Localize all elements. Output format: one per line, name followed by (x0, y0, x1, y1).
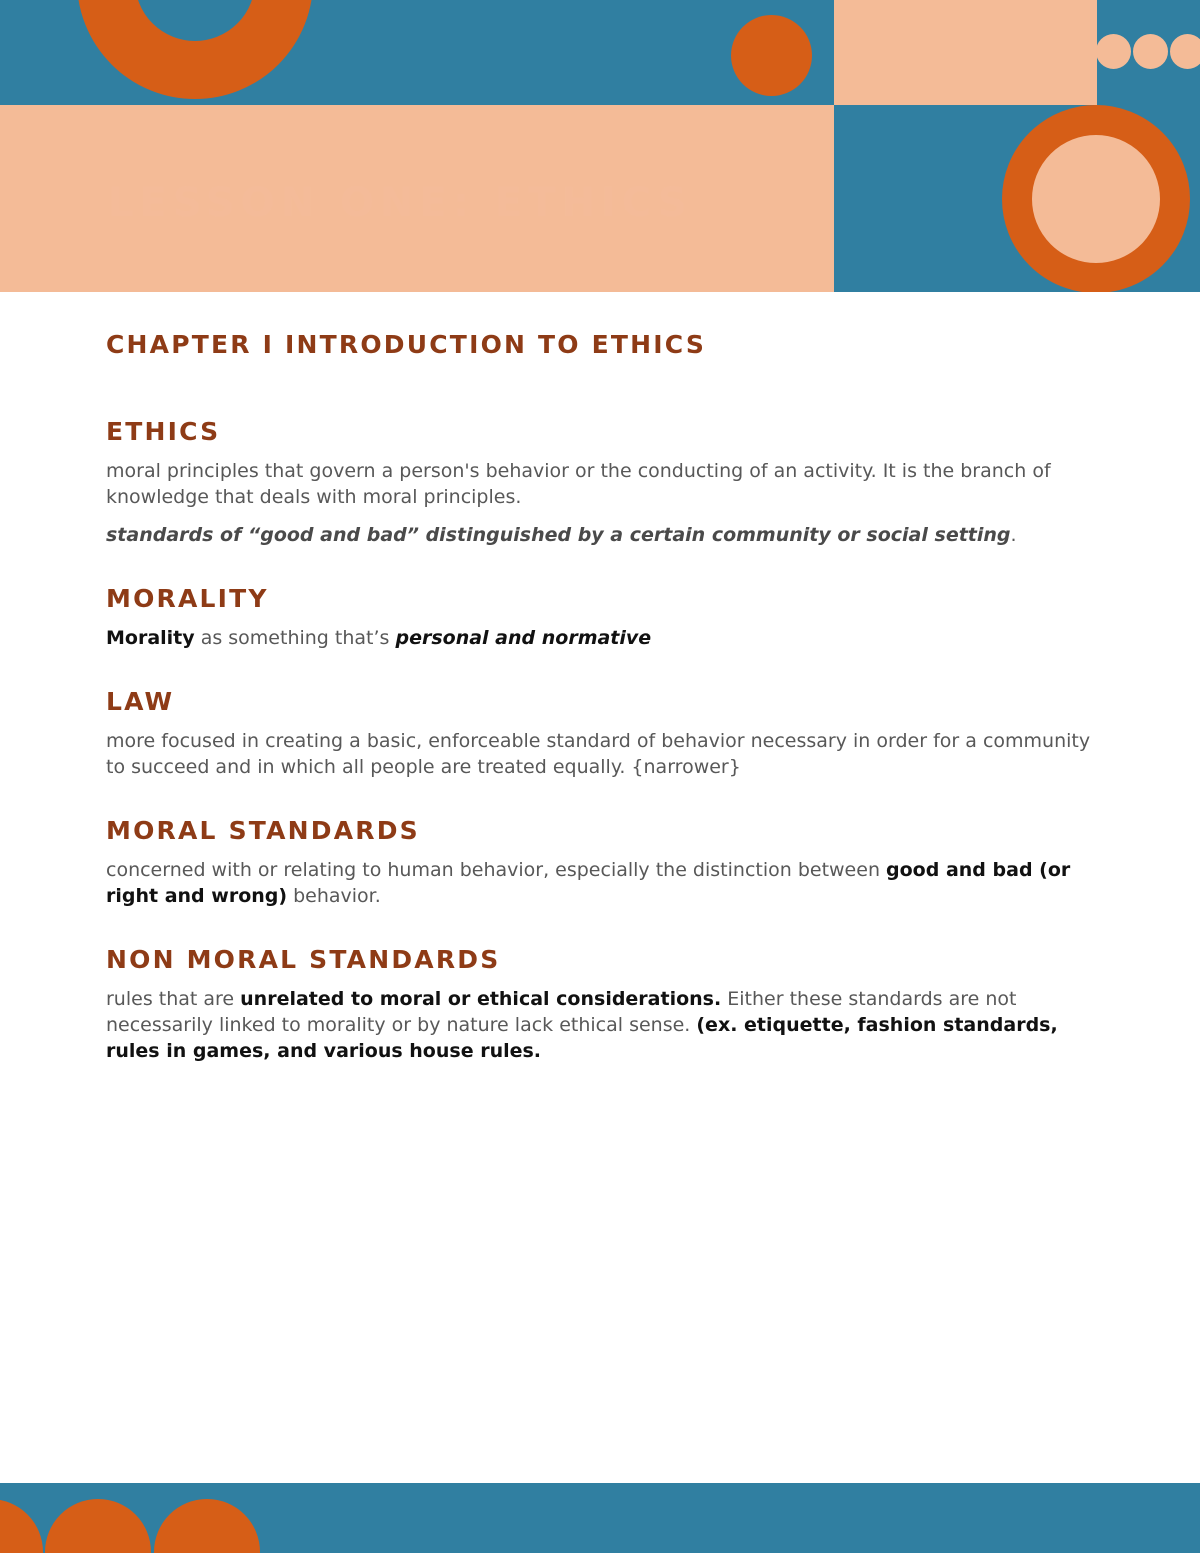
header-banner (0, 0, 1200, 292)
chapter-title: CHAPTER I INTRODUCTION TO ETHICS (106, 330, 707, 359)
ethics-standards-emphasis: standards of “good and bad” distinguished by a certain community or social setting (106, 524, 1011, 546)
section-morality (106, 584, 1096, 651)
ethics-definition: moral principles that govern a person's behavior or the conducting of an activity. It is the branch of knowledge that deals with moral principles. (106, 460, 1051, 508)
section-ethics (106, 417, 1096, 548)
morality-term: Morality (106, 627, 195, 649)
document-body (106, 330, 1096, 1100)
section-non-moral-standards (106, 945, 1096, 1064)
section-heading-ethics: ETHICS (106, 417, 221, 446)
ethics-standards-tail: . (1010, 524, 1017, 546)
ethics-standards (106, 522, 1096, 548)
morality-mid: as something that’s (194, 627, 396, 649)
moral-standards-pre: concerned with or relating to human behavior, especially the distinction between (106, 859, 887, 881)
moral-standards-definition (106, 857, 1096, 909)
non-moral-standards-definition (106, 986, 1096, 1064)
non-moral-mid: Either these standards are not necessarily linked to morality or by nature lack ethical sense. (106, 988, 1017, 1036)
section-heading-law: LAW (106, 687, 175, 716)
peach-dot-2 (1133, 34, 1168, 69)
orange-dot (731, 15, 812, 96)
peach-block-right (834, 0, 1097, 105)
non-moral-pre: rules that are (106, 988, 241, 1010)
lesson-title: LESSON ONE: ETHICS (108, 180, 693, 226)
peach-dot-3 (1170, 34, 1200, 69)
footer-circle-2 (45, 1499, 151, 1553)
moral-standards-emphasis: good and bad (or right and wrong) (106, 859, 1071, 907)
footer-circle-1 (0, 1499, 43, 1553)
moral-standards-post: behavior. (287, 885, 381, 907)
section-heading-morality: MORALITY (106, 584, 269, 613)
section-moral-standards (106, 816, 1096, 909)
footer-banner (0, 1483, 1200, 1553)
law-definition: more focused in creating a basic, enforceable standard of behavior necessary in order for a community to succeed and in which all people are treated equally. {narrower} (106, 730, 1091, 778)
section-heading-moral-standards: MORAL STANDARDS (106, 816, 420, 845)
section-heading-non-moral-standards: NON MORAL STANDARDS (106, 945, 501, 974)
morality-definition (106, 625, 1096, 651)
orange-ring-right (1002, 105, 1190, 292)
footer-circle-3 (154, 1499, 260, 1553)
peach-dot-1 (1096, 34, 1131, 69)
non-moral-emphasis-2: (ex. etiquette, fashion standards, rules in games, and various house rules. (106, 1014, 1058, 1062)
section-law (106, 687, 1096, 780)
non-moral-emphasis-1: unrelated to moral or ethical considerations. (240, 988, 722, 1010)
morality-emphasis: personal and normative (395, 627, 652, 649)
